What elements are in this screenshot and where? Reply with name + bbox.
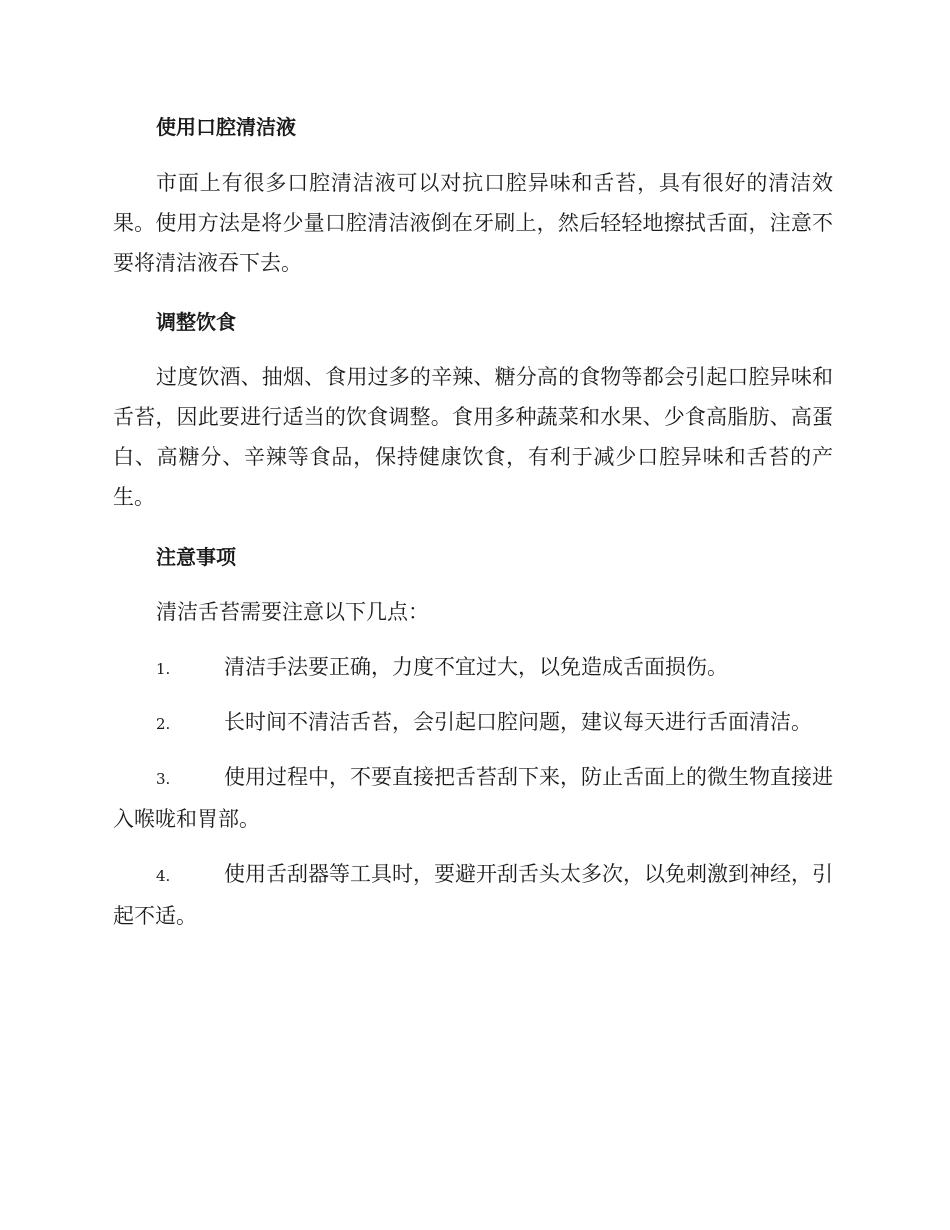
- list-item: [113, 702, 833, 744]
- section-heading: 使用口腔清洁液: [156, 115, 296, 139]
- list-item: [113, 757, 833, 839]
- list-item: [113, 647, 833, 689]
- list-item-number: 2.: [156, 715, 171, 733]
- list-item-number: 1.: [156, 660, 171, 678]
- list-item-text: 清洁手法要正确，力度不宜过大，以免造成舌面损伤。: [224, 655, 728, 679]
- list-item-number: 4.: [156, 867, 171, 885]
- section-paragraph: 市面上有很多口腔清洁液可以对抗口腔异味和舌苔，具有很好的清洁效果。使用方法是将少量口腔清洁液倒在牙刷上，然后轻轻地擦拭舌面，注意不要将清洁液吞下去。: [113, 171, 833, 275]
- list-item-text: 长时间不清洁舌苔，会引起口腔问题，建议每天进行舌面清洁。: [224, 710, 812, 734]
- list-item-text: 使用过程中，不要直接把舌苔刮下来，防止舌面上的微生物直接进入喉咙和胃部。: [113, 765, 833, 831]
- section-paragraph: 过度饮酒、抽烟、食用过多的辛辣、糖分高的食物等都会引起口腔异味和舌苔，因此要进行适当的饮食调整。食用多种蔬菜和水果、少食高脂肪、高蛋白、高糖分、辛辣等食品，保持健康饮食，有利于减少口腔异味和舌苔的产生。: [113, 365, 833, 509]
- section-heading: 调整饮食: [156, 310, 236, 334]
- section-heading: 注意事项: [156, 545, 236, 569]
- list-item-number: 3.: [156, 770, 171, 788]
- list-item: [113, 854, 833, 936]
- section-paragraph: 清洁舌苔需要注意以下几点：: [156, 600, 429, 624]
- list-item-text: 使用舌刮器等工具时，要避开刮舌头太多次，以免刺激到神经，引起不适。: [113, 862, 833, 928]
